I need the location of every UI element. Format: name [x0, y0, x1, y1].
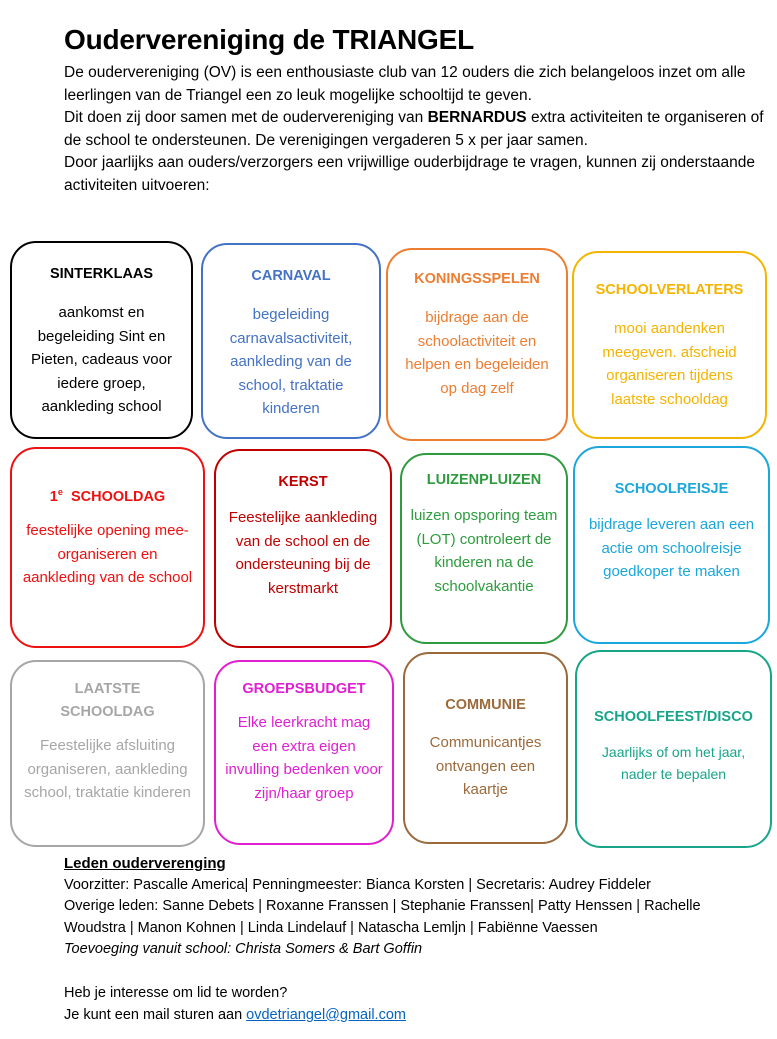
- activity-card-koningsspelen: [386, 248, 568, 441]
- activity-card-schoolfeest-disco: [575, 650, 772, 848]
- activity-card-groepsbudget: [214, 660, 394, 845]
- activity-card-schoolreisje: [573, 446, 770, 644]
- board-members: Voorzitter: Pascalle America| Penningmeester: Bianca Korsten | Secretaris: Audrey Fiddeler: [64, 876, 652, 893]
- card-title: [50, 481, 165, 509]
- mail-line: [64, 1005, 764, 1027]
- card-text: aankomst en begeleiding Sint en Pieten, cadeaus voor iedere groep, aankleding school: [31, 304, 172, 415]
- activity-card-communie: [403, 652, 568, 844]
- intro-paragraph-3: Door jaarlijks aan ouders/verzorgers een vrijwillige ouderbijdrage te vragen, kunnen zij onderstaande activiteiten uitvoeren:: [64, 154, 755, 194]
- email-link[interactable]: ovdetriangel@gmail.com: [246, 1006, 406, 1023]
- activity-card-laatste-schooldag: [10, 660, 205, 847]
- card-text: feestelijke opening mee-organiseren en aankleding van de school: [22, 522, 193, 586]
- card-title: SCHOOLVERLATERS: [595, 282, 744, 298]
- activity-card-carnaval: [201, 243, 381, 439]
- members-heading: Leden ouderverenging: [64, 855, 226, 872]
- mail-intro-text: Je kunt een mail sturen aan: [64, 1006, 247, 1023]
- card-text: begeleiding carnavalsactiviteit, aankleding van de school, traktatie kinderen: [229, 306, 353, 417]
- card-title: COMMUNIE: [445, 697, 526, 713]
- activity-card-kerst: [214, 449, 392, 648]
- card-text: bijdrage aan de schoolactiviteit en helpen en begeleiden op dag zelf: [405, 309, 549, 397]
- intro-text-segment: Dit doen zij door samen met de oudervereniging van: [64, 109, 428, 127]
- intro-paragraph-1: De oudervereniging (OV) is een enthousiaste club van 12 ouders die zich belangeloos inzet om alle leerlingen van de Triangel een zo leuk mogelijke schooltijd te geven.: [64, 64, 746, 104]
- card-title: KONINGSSPELEN: [414, 271, 540, 287]
- card-title-number: 1: [49, 489, 58, 505]
- card-text: bijdrage leveren aan een actie om schoolreisje goedkoper te maken: [588, 516, 755, 580]
- page-title: Oudervereniging de TRIANGEL: [64, 24, 474, 55]
- card-text: mooi aandenken meegeven. afscheid organiseren tijdens laatste schooldag: [602, 320, 737, 408]
- card-title-text: SCHOOLDAG: [70, 489, 166, 505]
- activity-card-schoolverlaters: [572, 251, 767, 439]
- card-text: Jaarlijks of om het jaar, nader te bepalen: [601, 744, 746, 782]
- card-text: Feestelijke afsluiting organiseren, aankleding school, traktatie kinderen: [24, 737, 191, 801]
- activity-card-luizenpluizen: [400, 453, 568, 644]
- card-title: SCHOOLFEEST/DISCO: [594, 709, 753, 725]
- intro-text-segment: extra activiteiten te organiseren of de school te ondersteunen. De verenigingen vergaderen 5 x per jaar samen.: [64, 109, 764, 149]
- members-section: [64, 853, 764, 1026]
- intro-paragraph-2: [64, 107, 764, 152]
- card-title: SINTERKLAAS: [49, 266, 154, 282]
- activity-card-eerste-schooldag: [10, 447, 205, 648]
- card-title: KERST: [278, 474, 328, 490]
- card-title: LUIZENPLUIZEN: [426, 472, 542, 488]
- card-title-superscript: e: [57, 487, 63, 497]
- card-title: LAATSTE SCHOOLDAG: [60, 681, 155, 720]
- bernardus-name: BERNARDUS: [427, 109, 527, 127]
- card-text: Communicantjes ontvangen een kaartje: [429, 734, 542, 798]
- card-text: Elke leerkracht mag een extra eigen invulling bedenken voor zijn/haar groep: [225, 714, 383, 802]
- other-members: Overige leden: Sanne Debets | Roxanne Franssen | Stephanie Franssen| Patty Henssen | Rachelle Woudstra | Manon Kohnen | Linda Lindelauf | Natascha Lemljn | Fabiënne Vaessen: [64, 898, 701, 936]
- activity-card-sinterklaas: [10, 241, 193, 439]
- card-title: SCHOOLREISJE: [614, 481, 729, 497]
- card-text: Feestelijke aankleding van de school en de ondersteuning bij de kerstmarkt: [228, 509, 378, 597]
- card-title: GROEPSBUDGET: [242, 681, 366, 697]
- card-title: CARNAVAL: [251, 268, 331, 284]
- school-members: Toevoeging vanuit school: Christa Somers & Bart Goffin: [64, 941, 423, 958]
- intro-text: [64, 62, 764, 198]
- card-text: luizen opsporing team (LOT) controleert de kinderen na de schoolvakantie: [410, 507, 558, 595]
- membership-question: Heb je interesse om lid te worden?: [64, 984, 288, 1001]
